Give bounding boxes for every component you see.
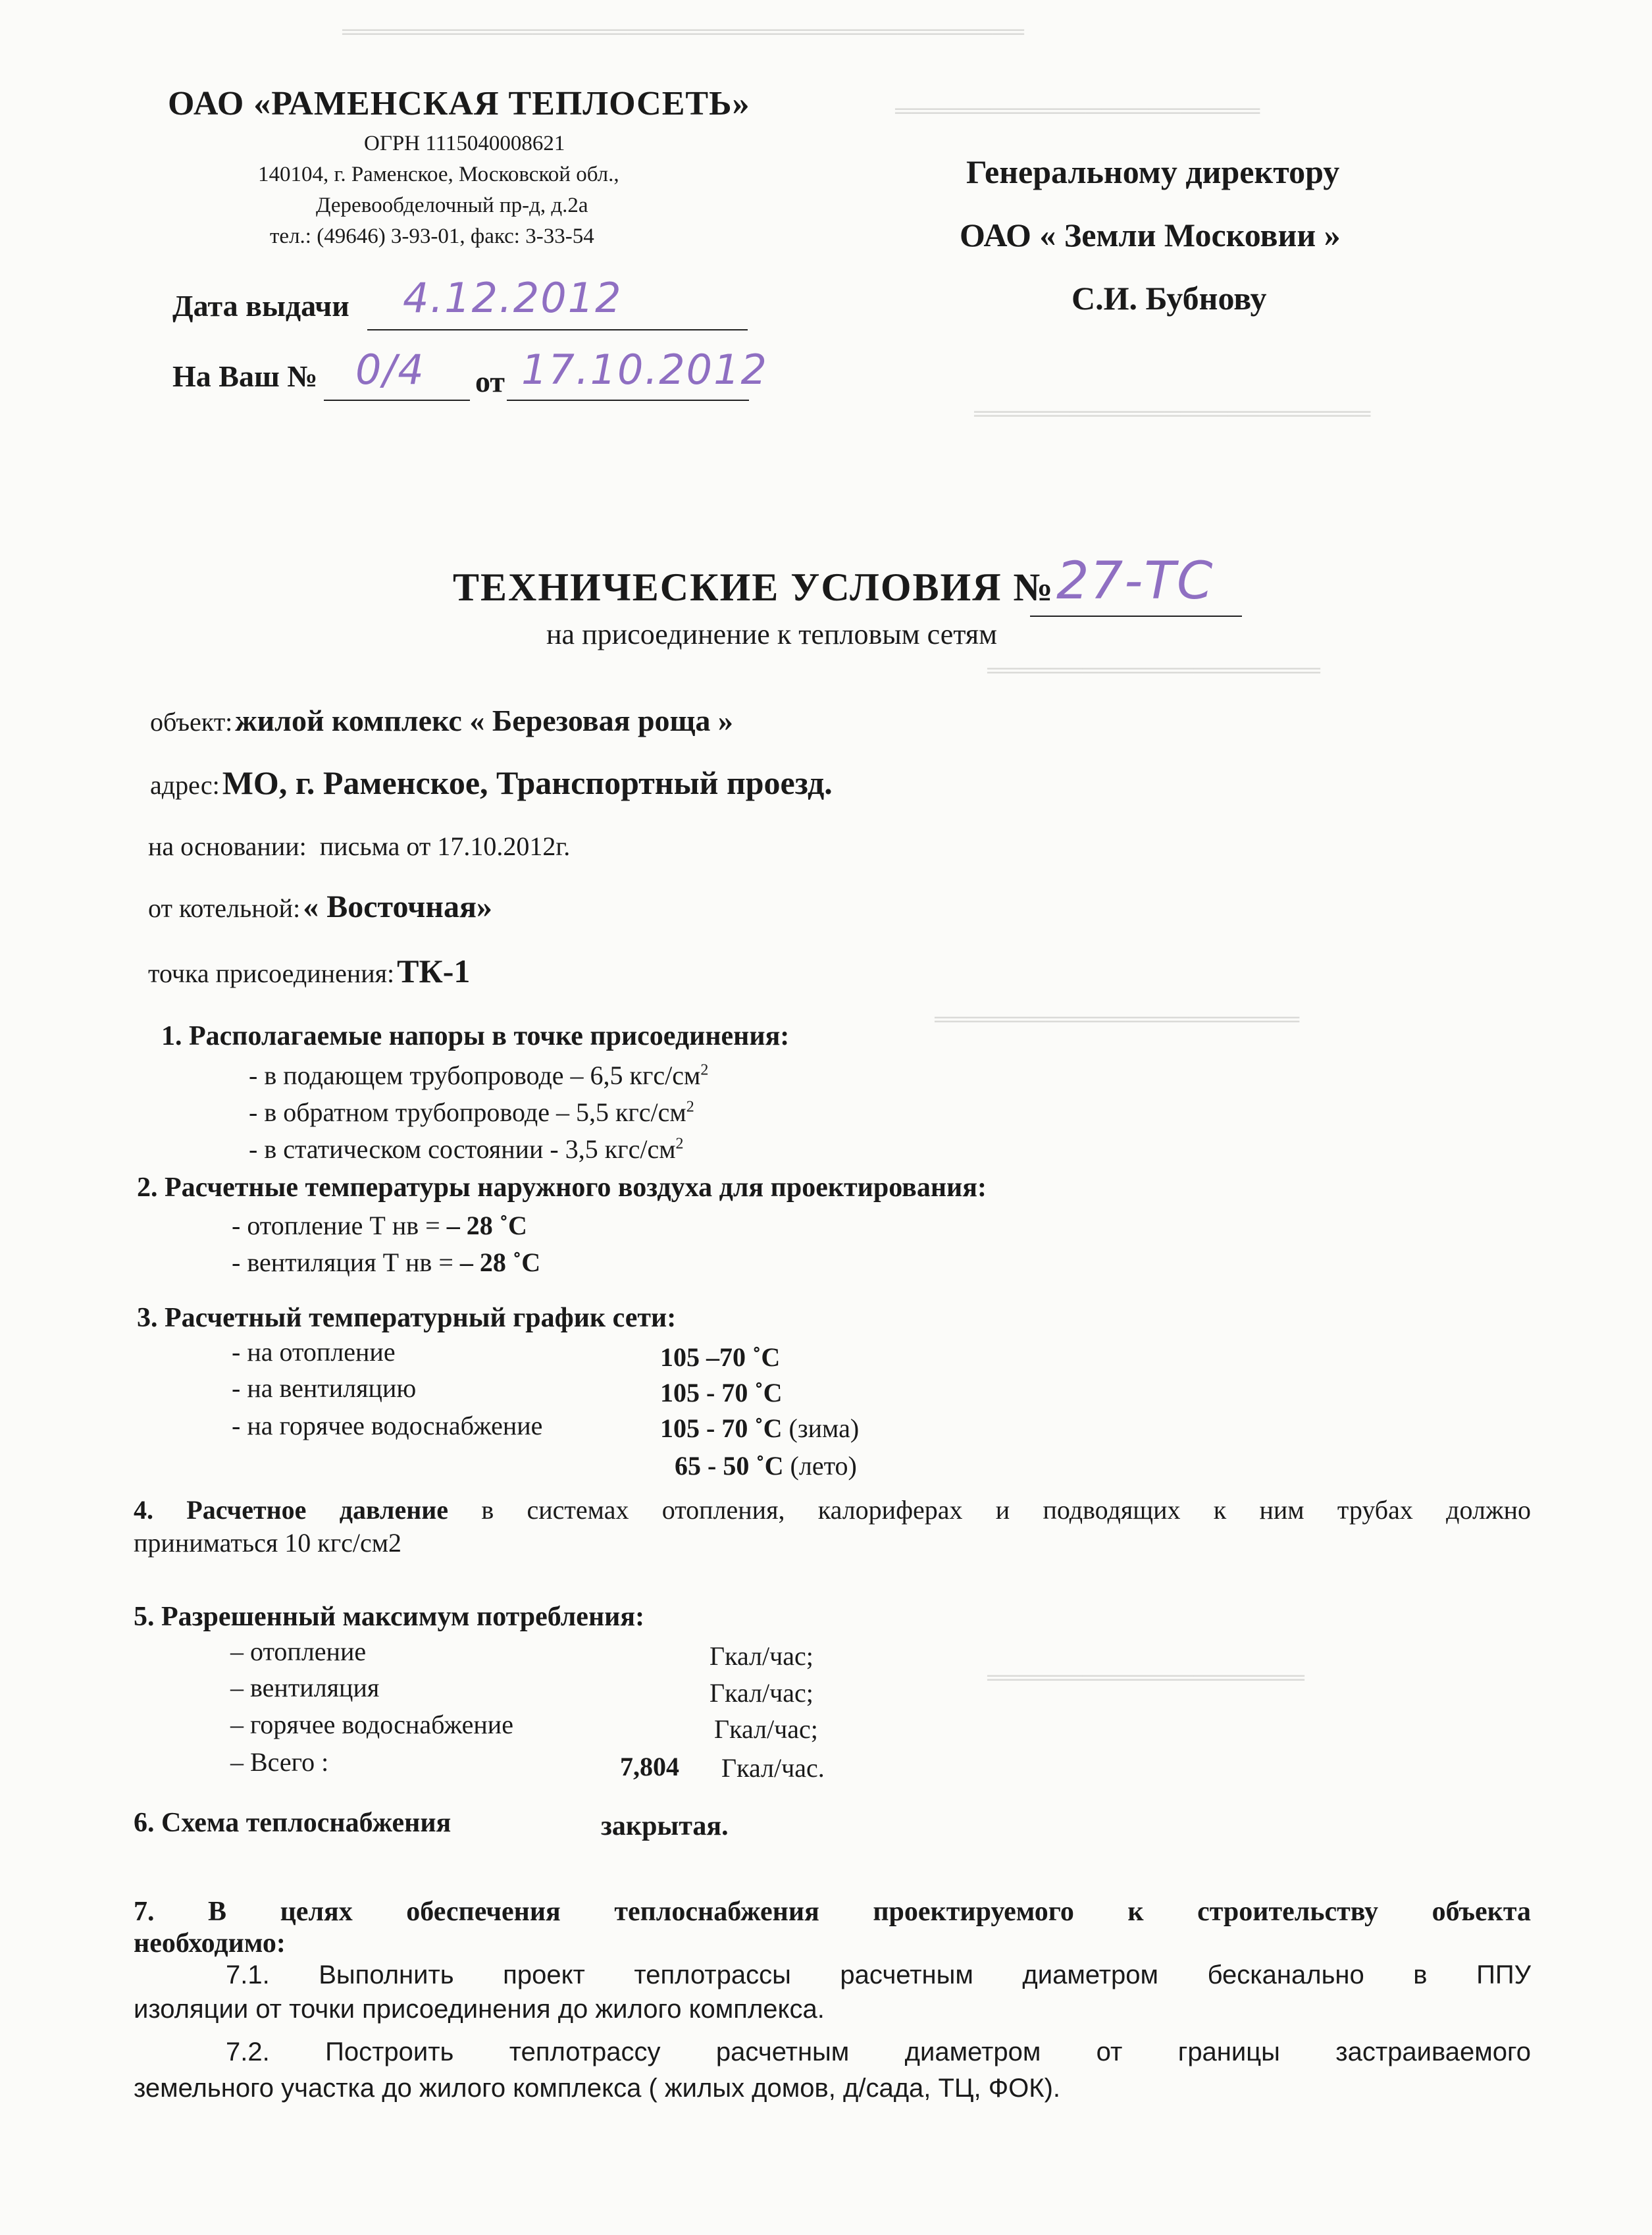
- object-row: [150, 703, 733, 738]
- document-subtitle: на присоединение к тепловым сетям: [546, 618, 997, 650]
- address-value: МО, г. Раменское, Транспортный проезд.: [222, 764, 833, 801]
- show-through-text: ═══════════════════════════════════════════: [342, 20, 1024, 44]
- section-3-item-label: - на горячее водоснабжение: [232, 1411, 543, 1440]
- section-1-item: - в обратном трубопроводе – 5,5 кгс/$см^2$: [249, 1097, 694, 1127]
- section-5-item-unit: Гкал/час.: [721, 1753, 825, 1783]
- section-7-title-line1: 7. В целях обеспечения теплоснабжения проектируемого к строительству объекта: [134, 1897, 1531, 1927]
- section-5-item-label: – Всего :: [230, 1747, 329, 1777]
- section-4-line2: приниматься 10 кгс/см2: [134, 1528, 402, 1558]
- addressee-line1: Генеральному директору: [966, 153, 1340, 190]
- ref-number-handwritten: 0/4: [355, 346, 425, 394]
- section-2-title: 2. Расчетные температуры наружного воздуха для проектирования:: [137, 1172, 987, 1203]
- section-7-2-line1: 7.2. Построить теплотрассу расчетным диаметром от границы застраиваемого: [226, 2038, 1531, 2066]
- boiler-value: « Восточная»: [303, 889, 492, 924]
- org-phone: тел.: (49646) 3-93-01, факс: 3-33-54: [270, 224, 594, 248]
- section-6-title: 6. Схема теплоснабжения: [134, 1808, 452, 1838]
- section-2-item: - вентиляция Т нв = – 28 ˚С: [232, 1248, 541, 1277]
- boiler-row: [148, 889, 492, 925]
- basis-row: [148, 831, 570, 862]
- section-7-title-line2: необходимо:: [134, 1928, 286, 1959]
- section-7-1-line1: 7.1. Выполнить проект теплотрассы расчетным диаметром бесканально в ППУ: [226, 1960, 1531, 1989]
- title-number-handwritten: 27-ТС: [1056, 552, 1214, 611]
- section-4-line1: 4. Расчетное давление в системах отопления, калориферах и подводящих к ним трубах должно: [134, 1495, 1531, 1525]
- ref-date-handwritten: 17.10.2012: [521, 346, 768, 394]
- org-name: ОАО «РАМЕНСКАЯ ТЕПЛОСЕТЬ»: [168, 85, 750, 122]
- address-label: адрес:: [150, 770, 220, 800]
- show-through-text: ═══════════════════════: [935, 1007, 1300, 1032]
- org-address-line2: Деревообделочный пр-д, д.2а: [316, 194, 588, 217]
- section-1-title: 1. Располагаемые напоры в точке присоединения:: [161, 1021, 790, 1051]
- section-3-item-value: 105 - 70 ˚С (зима): [660, 1413, 860, 1443]
- section-5-title: 5. Разрешенный максимум потребления:: [134, 1602, 645, 1632]
- basis-value: письма от 17.10.2012г.: [319, 831, 571, 861]
- connection-point-label: точка присоединения:: [148, 959, 395, 988]
- section-5-item-label: – отопление: [230, 1637, 367, 1666]
- ref-date-underline: [507, 400, 749, 401]
- addressee-line3: С.И. Бубнову: [1071, 280, 1267, 317]
- section-3-item-value: 105 –70 ˚С: [660, 1342, 781, 1372]
- section-7-1-line2: изоляции от точки присоединения до жилого комплекса.: [134, 1995, 825, 2024]
- addressee-line2: ОАО « Земли Московии »: [960, 217, 1341, 253]
- connection-point-value: ТК-1: [397, 953, 471, 989]
- section-3-title: 3. Расчетный температурный график сети:: [137, 1303, 677, 1333]
- section-1-item: - в подающем трубопроводе – 6,5 кгс/$см^2$: [249, 1061, 709, 1090]
- section-5-item-label: – горячее водоснабжение: [230, 1710, 513, 1739]
- section-5-item-unit: Гкал/час;: [710, 1641, 813, 1671]
- org-ogrn: ОГРН 1115040008621: [364, 132, 565, 155]
- show-through-text: ════════════════════: [987, 1666, 1304, 1690]
- section-7-2-line2: земельного участка до жилого комплекса ( жилых домов, д/сада, ТЦ, ФОК).: [134, 2074, 1061, 2103]
- show-through-text: ═════════════════════: [987, 658, 1320, 683]
- section-2-item: - отопление Т нв = – 28 ˚С: [232, 1211, 527, 1240]
- ref-from-label: от: [475, 365, 505, 398]
- section-6-value: закрытая.: [601, 1811, 729, 1841]
- section-1-item: - в статическом состоянии - 3,5 кгс/$см^2$: [249, 1134, 684, 1164]
- basis-label: на основании:: [148, 831, 307, 861]
- show-through-text: ═══════════════════════: [895, 99, 1260, 123]
- object-value: жилой комплекс « Березовая роща »: [235, 704, 733, 737]
- ref-label: На Ваш №: [172, 359, 318, 393]
- org-address-line1: 140104, г. Раменское, Московской обл.,: [258, 163, 619, 186]
- section-5-item-unit: Гкал/час;: [710, 1678, 813, 1708]
- section-3-item-value: 105 - 70 ˚С: [660, 1378, 783, 1407]
- boiler-label: от котельной:: [148, 893, 301, 923]
- issue-date-label: Дата выдачи: [172, 289, 349, 323]
- document-title: ТЕХНИЧЕСКИЕ УСЛОВИЯ №: [453, 565, 1054, 609]
- section-5-item-unit: Гкал/час;: [714, 1714, 818, 1744]
- connection-point-row: [148, 952, 470, 990]
- section-5-total-value: 7,804: [620, 1752, 679, 1781]
- ref-number-underline: [324, 400, 470, 401]
- section-3-item-label: - на вентиляцию: [232, 1373, 417, 1403]
- section-3-item-label: - на отопление: [232, 1337, 396, 1367]
- issue-date-underline: [367, 329, 748, 330]
- show-through-text: ═════════════════════════: [974, 402, 1371, 426]
- object-label: объект:: [150, 707, 233, 737]
- issue-date-handwritten: 4.12.2012: [403, 274, 623, 322]
- section-5-item-label: – вентиляция: [230, 1673, 380, 1702]
- section-3-item-value: 65 - 50 ˚С (лето): [675, 1451, 857, 1481]
- title-number-underline: [1030, 616, 1242, 617]
- address-row: [150, 764, 833, 802]
